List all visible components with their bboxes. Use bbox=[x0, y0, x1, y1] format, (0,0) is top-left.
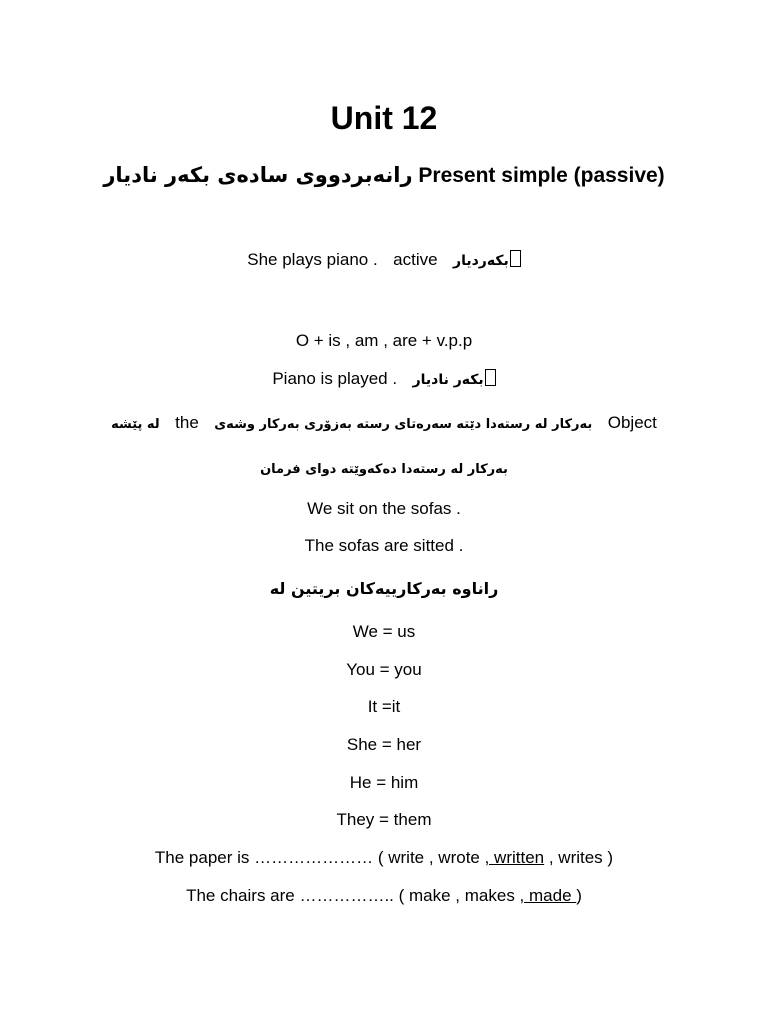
exercise-1-answer: , written bbox=[484, 848, 545, 867]
rule-line-2 bbox=[0, 457, 768, 481]
pronoun-heading-text: راناوە بەرکارییەکان بریتین لە bbox=[269, 579, 499, 598]
passive-example bbox=[0, 368, 768, 391]
example2-passive-text: The sofas are sitted . bbox=[304, 536, 464, 555]
active-example bbox=[0, 249, 768, 272]
unit-title-text: Unit 12 bbox=[330, 100, 438, 136]
lesson-heading bbox=[0, 161, 768, 190]
active-kurdish-label: بکەردیار bbox=[453, 253, 509, 269]
rule-object-word: Object bbox=[607, 413, 657, 432]
example2-passive bbox=[0, 535, 768, 557]
pronoun-you: You = you bbox=[346, 660, 422, 679]
passive-formula-text: O + is , am , are + v.p.p bbox=[295, 331, 473, 350]
rule-part-main: بەرکار لە رستەدا دێتە سەرەتای رستە بەزۆری بەرکار وشەی bbox=[214, 417, 593, 432]
pronoun-they: They = them bbox=[336, 810, 432, 829]
exercise-2-prefix: The chairs are …………….. ( make , makes bbox=[186, 886, 520, 905]
exercise-2 bbox=[0, 885, 768, 907]
lesson-heading-english: Present simple (passive) bbox=[418, 164, 665, 187]
lesson-heading-kurdish: رانەبردووی سادەی بکەر نادیار bbox=[103, 163, 413, 187]
active-sentence: She plays piano . bbox=[247, 250, 378, 269]
pronoun-item bbox=[0, 659, 768, 681]
pronoun-it: It =it bbox=[367, 697, 401, 716]
passive-formula bbox=[0, 330, 768, 352]
pronoun-she: She = her bbox=[346, 735, 422, 754]
pronoun-we: We = us bbox=[352, 622, 416, 641]
rule-line-1 bbox=[0, 412, 768, 436]
pronoun-item bbox=[0, 621, 768, 643]
exercise-2-suffix: ) bbox=[576, 886, 582, 905]
exercise-2-answer: , made bbox=[519, 886, 577, 905]
pronoun-item bbox=[0, 696, 768, 718]
passive-kurdish-label: بکەر نادیار bbox=[412, 372, 484, 388]
active-tag: active bbox=[393, 250, 438, 269]
exercise-1-suffix: , writes ) bbox=[544, 848, 614, 867]
missing-glyph-box-icon bbox=[485, 369, 496, 386]
pronoun-heading bbox=[0, 578, 768, 600]
rule-line-2-text: بەرکار لە رستەدا دەکەوێتە دوای فرمان bbox=[260, 462, 508, 477]
rule-part-before: لە پێشە bbox=[111, 417, 160, 432]
passive-sentence: Piano is played . bbox=[272, 369, 398, 388]
rule-the-word: the bbox=[175, 413, 199, 432]
pronoun-item bbox=[0, 809, 768, 831]
exercise-1-prefix: The paper is ………………… ( write , wrote bbox=[154, 848, 485, 867]
exercise-1 bbox=[0, 847, 768, 869]
example2-active-text: We sit on the sofas . bbox=[307, 499, 461, 518]
pronoun-item bbox=[0, 734, 768, 756]
pronoun-item bbox=[0, 772, 768, 794]
example2-active bbox=[0, 498, 768, 520]
unit-title bbox=[0, 98, 768, 138]
pronoun-he: He = him bbox=[349, 773, 419, 792]
missing-glyph-box-icon bbox=[510, 250, 521, 267]
